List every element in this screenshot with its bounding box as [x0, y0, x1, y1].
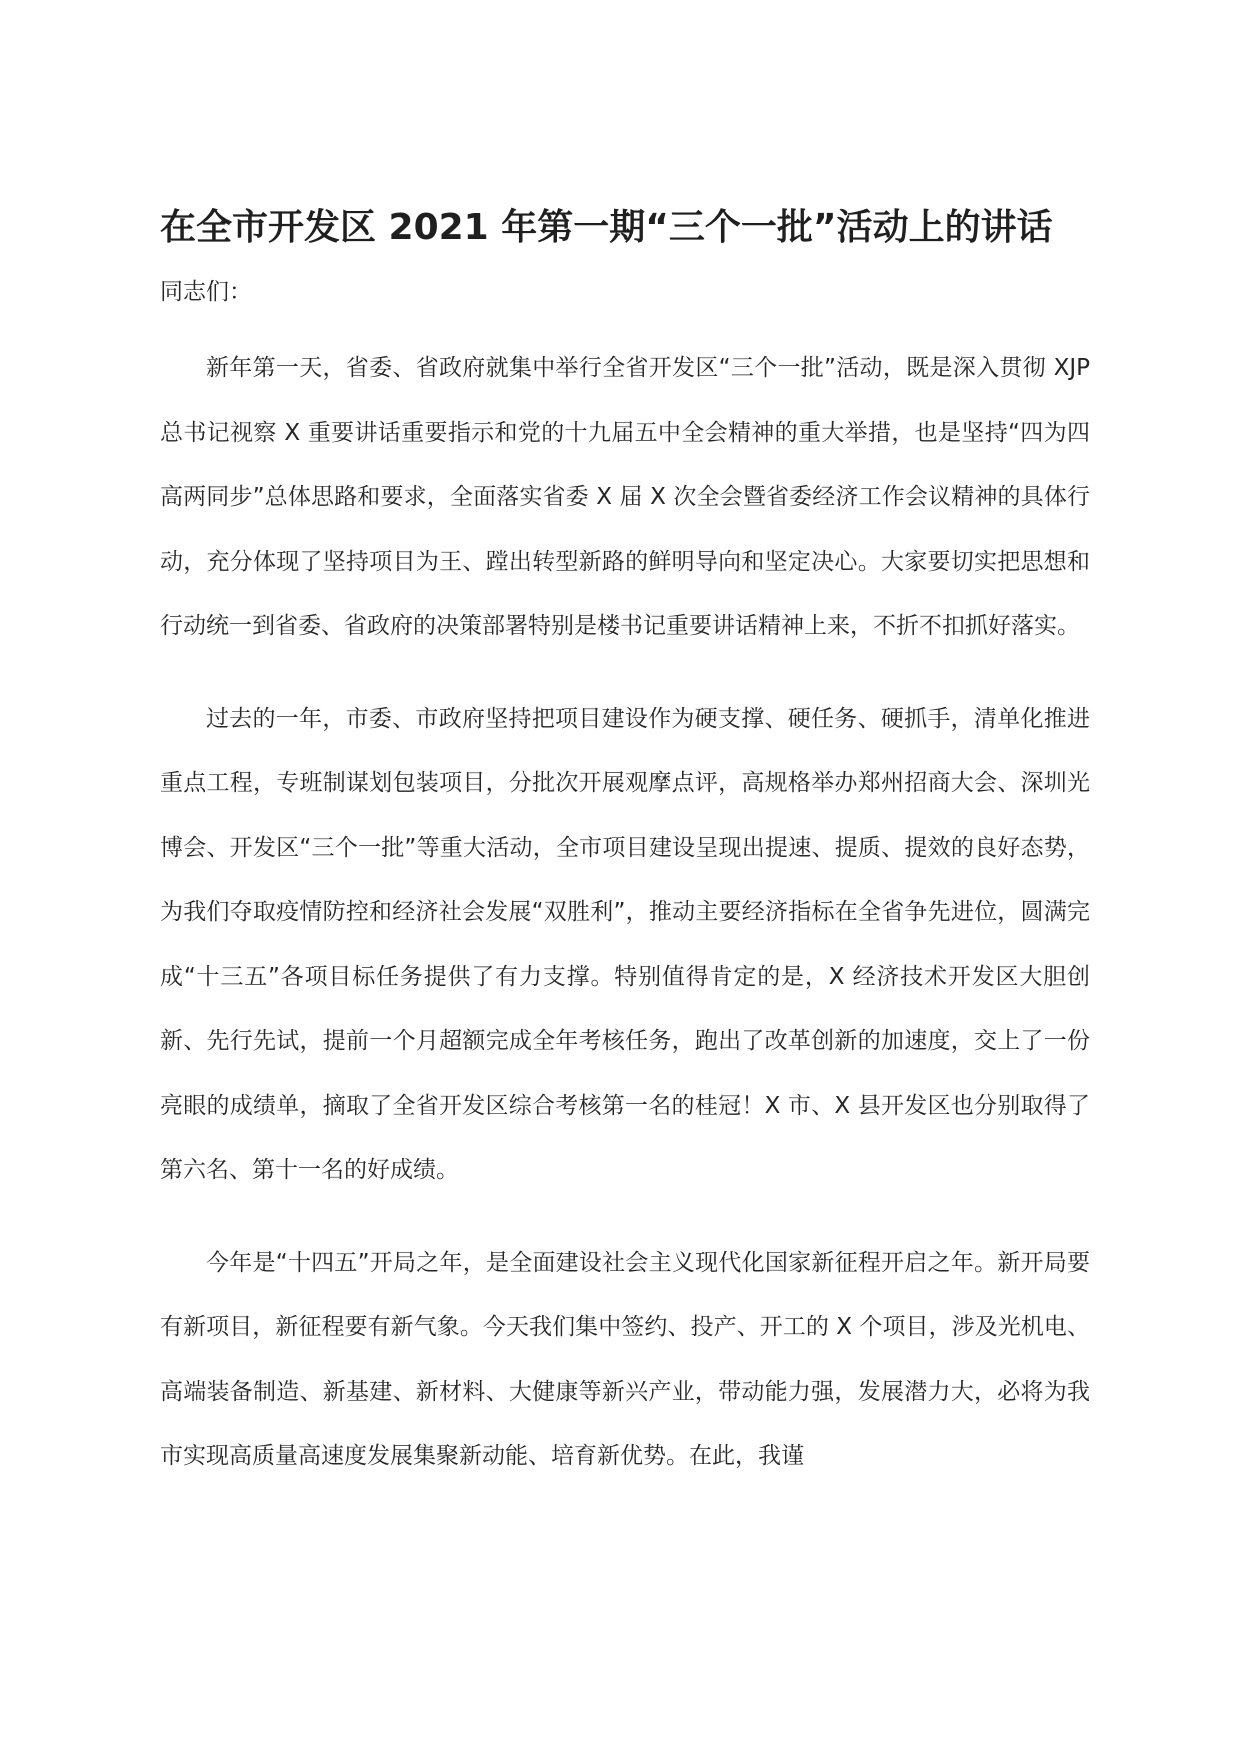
salutation: 同志们：: [160, 279, 252, 305]
paragraph-2: 过去的一年，市委、市政府坚持把项目建设作为硬支撑、硬任务、硬抓手，清单化推进重点工程，专班制谋划包装项目，分批次开展观摩点评，高规格举办郑州招商大会、深圳光博会、开发区“三个一批”等重大活动，全市项目建设呈现出提速、提质、提效的良好态势，为我们夺取疫情防控和经济社会发展“双胜利”，推动主要经济指标在全省争先进位，圆满完成“十三五”各项目标任务提供了有力支撑。特别值得肯定的是，X 经济技术开发区大胆创新、先行先试，提前一个月超额完成全年考核任务，跑出了改革创新的加速度，交上了一份亮眼的成绩单，摘取了全省开发区综合考核第一名的桂冠！X 市、X 县开发区也分别取得了第六名、第十一名的好成绩。: [160, 705, 1090, 1183]
document-body: [160, 200, 1090, 1489]
paragraph-1: 新年第一天，省委、省政府就集中举行全省开发区“三个一批”活动，既是深入贯彻 XJP 总书记视察 X 重要讲话重要指示和党的十九届五中全会精神的重大举措，也是坚持“四为四高两同步”总体思路和要求，全面落实省委 X 届 X 次全会暨省委经济工作会议精神的具体行动，充分体现了坚持项目为王、蹚出转型新路的鲜明导向和坚定决心。大家要切实把思想和行动统一到省委、省政府的决策部署特别是楼书记重要讲话精神上来，不折不扣抓好落实。: [160, 355, 1090, 639]
paragraph-3: 今年是“十四五”开局之年，是全面建设社会主义现代化国家新征程开启之年。新开局要有新项目，新征程要有新气象。今天我们集中签约、投产、开工的 X 个项目，涉及光机电、高端装备制造、新基建、新材料、大健康等新兴产业，带动能力强，发展潜力大，必将为我市实现高质量高速度发展集聚新动能、培育新优势。在此，我谨: [160, 1249, 1090, 1469]
document-title: 在全市开发区 2021 年第一期“三个一批”活动上的讲话: [160, 207, 1053, 248]
